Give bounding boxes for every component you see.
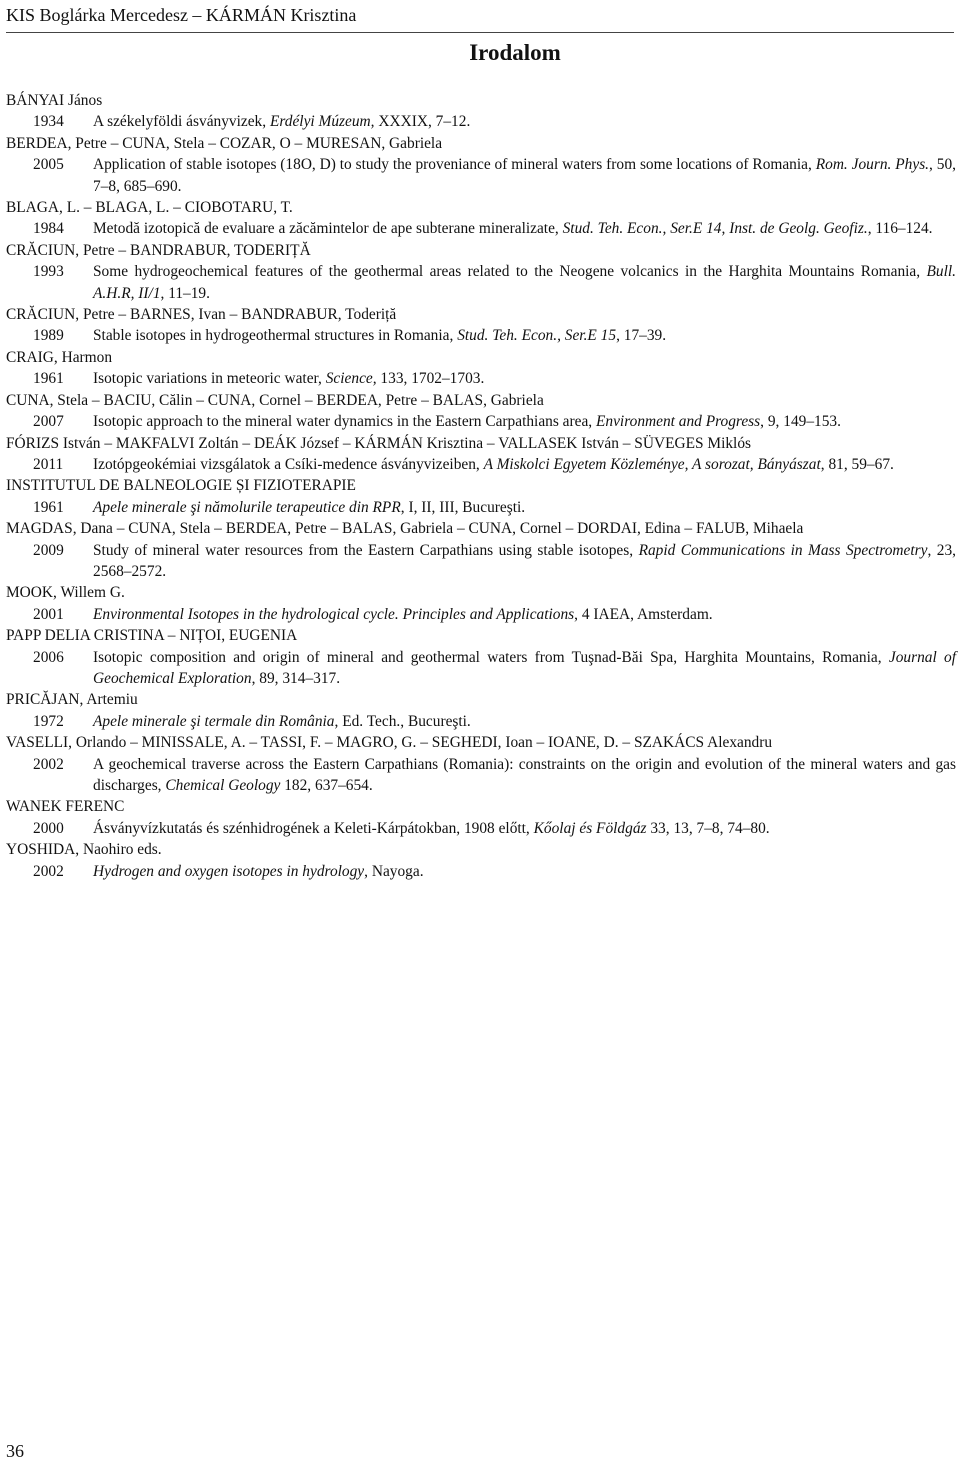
reference-entry bbox=[6, 754, 956, 797]
reference-year: 1961 bbox=[33, 370, 64, 388]
page-number: 36 bbox=[6, 1441, 24, 1461]
reference-year: 2005 bbox=[33, 156, 64, 174]
reference-item bbox=[6, 518, 956, 582]
reference-italic-text: Erdélyi Múzeum, bbox=[269, 113, 375, 131]
reference-author: FÓRIZS István – MAKFALVI Zoltán – DEÁK József – KÁRMÁN Krisztina – VALLASEK István – SÜVEGES Miklós bbox=[6, 434, 752, 452]
reference-author: BÁNYAI János bbox=[6, 92, 103, 109]
reference-entry bbox=[6, 154, 956, 197]
reference-work bbox=[93, 861, 956, 882]
reference-item bbox=[6, 582, 956, 625]
reference-italic-text: Apele minerale şi termale din România bbox=[93, 712, 335, 730]
reference-entry bbox=[6, 497, 956, 518]
reference-text: , I, II, III, Bucureşti. bbox=[400, 498, 526, 516]
reference-text: Some hydrogeochemical features of the geothermal areas related to the Neogene volcanics in the Harghita Mountains Romania, bbox=[93, 263, 927, 281]
reference-work bbox=[93, 454, 956, 475]
reference-year: 1934 bbox=[33, 113, 64, 131]
reference-text: XXXIX, 7–12. bbox=[374, 113, 471, 131]
reference-entry bbox=[6, 818, 956, 839]
reference-text: , Nayoga. bbox=[364, 862, 424, 880]
reference-text: Stable isotopes in hydrogeothermal structures in Romania, bbox=[93, 327, 458, 345]
reference-list bbox=[6, 90, 956, 882]
reference-entry bbox=[6, 604, 956, 625]
reference-item bbox=[6, 347, 956, 390]
reference-author: PRICĂJAN, Artemiu bbox=[6, 691, 138, 709]
reference-italic-text: Environment and Progress bbox=[596, 413, 761, 431]
reference-item bbox=[6, 90, 956, 133]
reference-year: 2011 bbox=[33, 455, 64, 473]
reference-text: , Ed. Tech., Bucureşti. bbox=[334, 712, 471, 730]
reference-author: WANEK FERENC bbox=[6, 798, 125, 816]
reference-text: Application of stable isotopes (18O, D) to study the proveniance of mineral waters from some locations of Romania, bbox=[93, 156, 816, 174]
reference-item bbox=[6, 133, 956, 197]
reference-work bbox=[93, 711, 956, 732]
reference-year: 1989 bbox=[33, 327, 64, 345]
reference-author: MAGDAS, Dana – CUNA, Stela – BERDEA, Petre – BALAS, Gabriela – CUNA, Cornel – DORDAI, Edina – FALUB, Mihaela bbox=[6, 520, 804, 538]
reference-entry bbox=[6, 540, 956, 583]
reference-author: CUNA, Stela – BACIU, Călin – CUNA, Cornel – BERDEA, Petre – BALAS, Gabriela bbox=[6, 391, 544, 409]
reference-year: 2000 bbox=[33, 819, 64, 837]
reference-entry bbox=[6, 861, 956, 882]
reference-year: 2009 bbox=[33, 541, 64, 559]
reference-work bbox=[93, 111, 956, 132]
reference-item bbox=[6, 625, 956, 689]
reference-author: INSTITUTUL DE BALNEOLOGIE ȘI FIZIOTERAPIE bbox=[6, 477, 356, 495]
reference-item bbox=[6, 433, 956, 476]
reference-item bbox=[6, 475, 956, 518]
reference-text: , 116–124. bbox=[867, 220, 933, 238]
reference-work bbox=[93, 604, 956, 625]
reference-text: , 23, 2568–2572. bbox=[93, 541, 957, 580]
reference-text: 133, 1702–1703. bbox=[376, 370, 485, 388]
reference-entry bbox=[6, 368, 956, 389]
reference-italic-text: Kőolaj és Földgáz bbox=[533, 819, 647, 837]
reference-work bbox=[93, 261, 956, 304]
reference-text: 33, 13, 7–8, 74–80. bbox=[646, 819, 770, 837]
reference-work bbox=[93, 218, 956, 239]
reference-work bbox=[93, 647, 956, 690]
reference-italic-text: Science, bbox=[325, 370, 377, 388]
reference-text: , 11–19. bbox=[160, 284, 210, 302]
reference-work bbox=[93, 325, 956, 346]
reference-italic-text: Rapid Communications in Mass Spectrometry bbox=[638, 541, 928, 559]
running-head: KIS Boglárka Mercedesz – KÁRMÁN Krisztina bbox=[6, 4, 954, 33]
reference-text: 182, 637–654. bbox=[280, 777, 373, 794]
reference-author: MOOK, Willem G. bbox=[6, 584, 125, 602]
reference-work bbox=[93, 411, 956, 432]
reference-italic-text: A Miskolci Egyetem Közleménye, A sorozat, Bányászat bbox=[483, 455, 821, 473]
reference-text: , 89, 314–317. bbox=[251, 669, 341, 687]
reference-italic-text: Apele minerale şi nămolurile terapeutice din RPR bbox=[93, 498, 401, 516]
reference-italic-text: Journal of Geochemical Exploration bbox=[93, 648, 956, 687]
reference-year: 1961 bbox=[33, 498, 64, 516]
reference-year: 1984 bbox=[33, 220, 64, 238]
reference-text: Isotopic variations in meteoric water, bbox=[93, 370, 326, 388]
reference-work bbox=[93, 754, 956, 797]
reference-text: A geochemical traverse across the Eastern Carpathians (Romania): constraints on the origin and evolution of the mineral waters and gas discharges, bbox=[93, 755, 956, 794]
reference-text: Ásványvízkutatás és szénhidrogének a Keleti-Kárpátokban, 1908 előtt, bbox=[93, 819, 534, 837]
reference-entry bbox=[6, 411, 956, 432]
reference-author: BERDEA, Petre – CUNA, Stela – COZAR, O – MURESAN, Gabriela bbox=[6, 134, 443, 152]
reference-italic-text: Rom. Journ. Phys. bbox=[815, 156, 930, 174]
reference-text: Metodă izotopică de evaluare a zăcămintelor de ape subterane mineralizate, bbox=[93, 220, 563, 238]
reference-year: 1972 bbox=[33, 712, 64, 730]
reference-item bbox=[6, 304, 956, 347]
reference-item bbox=[6, 839, 956, 882]
reference-work bbox=[93, 154, 956, 197]
reference-author: YOSHIDA, Naohiro eds. bbox=[6, 841, 162, 859]
reference-year: 2006 bbox=[33, 648, 64, 666]
reference-text: , 17–39. bbox=[616, 327, 667, 345]
reference-author: PAPP DELIA CRISTINA – NIȚOI, EUGENIA bbox=[6, 627, 298, 645]
reference-entry bbox=[6, 261, 956, 304]
reference-author: CRĂCIUN, Petre – BARNES, Ivan – BANDRABUR, Toderiță bbox=[6, 306, 397, 324]
reference-text: , 50, 7–8, 685–690. bbox=[93, 156, 957, 195]
section-title: Irodalom bbox=[469, 40, 561, 65]
reference-text: A székelyföldi ásványvizek, bbox=[93, 113, 270, 131]
reference-year: 2002 bbox=[33, 755, 64, 773]
reference-italic-text: Stud. Teh. Econ., Ser.E 14, Inst. de Geolg. Geofiz. bbox=[562, 220, 868, 238]
reference-work bbox=[93, 540, 956, 583]
reference-entry bbox=[6, 111, 956, 132]
reference-text: , 9, 149–153. bbox=[760, 413, 841, 431]
reference-year: 2001 bbox=[33, 605, 64, 623]
reference-work bbox=[93, 818, 956, 839]
reference-text: Study of mineral water resources from the Eastern Carpathians using stable isotopes, bbox=[93, 541, 639, 559]
reference-entry bbox=[6, 711, 956, 732]
reference-author: CRĂCIUN, Petre – BANDRABUR, TODERIȚĂ bbox=[6, 241, 311, 259]
reference-author: VASELLI, Orlando – MINISSALE, A. – TASSI, F. – MAGRO, G. – SEGHEDI, Ioan – IOANE, D. – SZAKÁCS Alexandru bbox=[6, 734, 773, 752]
reference-text: Isotopic composition and origin of mineral and geothermal waters from Tuşnad-Băi Spa, Harghita Mountains, Romania, bbox=[93, 648, 889, 666]
reference-entry bbox=[6, 325, 956, 346]
reference-italic-text: Stud. Teh. Econ., Ser.E 15 bbox=[457, 327, 617, 345]
reference-work bbox=[93, 497, 956, 518]
reference-text: , 4 IAEA, Amsterdam. bbox=[574, 605, 713, 623]
reference-author: CRAIG, Harmon bbox=[6, 348, 113, 366]
reference-italic-text: Chemical Geology bbox=[165, 777, 281, 794]
reference-work bbox=[93, 368, 956, 389]
reference-item bbox=[6, 390, 956, 433]
reference-entry bbox=[6, 647, 956, 690]
reference-entry bbox=[6, 218, 956, 239]
reference-year: 2007 bbox=[33, 413, 64, 431]
reference-item bbox=[6, 732, 956, 796]
reference-text: Izotópgeokémiai vizsgálatok a Csíki-medence ásványvizeiben, bbox=[93, 455, 484, 473]
reference-year: 2002 bbox=[33, 862, 64, 880]
reference-text: , 81, 59–67. bbox=[820, 455, 894, 473]
reference-item bbox=[6, 689, 956, 732]
reference-item bbox=[6, 197, 956, 240]
reference-author: BLAGA, L. – BLAGA, L. – CIOBOTARU, T. bbox=[6, 199, 293, 217]
reference-italic-text: Environmental Isotopes in the hydrological cycle. Principles and Applications bbox=[93, 605, 575, 623]
reference-text: Isotopic approach to the mineral water dynamics in the Eastern Carpathians area, bbox=[93, 413, 596, 431]
reference-entry bbox=[6, 454, 956, 475]
reference-item bbox=[6, 796, 956, 839]
reference-item bbox=[6, 240, 956, 304]
reference-year: 1993 bbox=[33, 263, 64, 281]
reference-italic-text: Hydrogen and oxygen isotopes in hydrology bbox=[93, 862, 365, 880]
reference-italic-text: Bull. A.H.R, II/1 bbox=[93, 263, 956, 302]
